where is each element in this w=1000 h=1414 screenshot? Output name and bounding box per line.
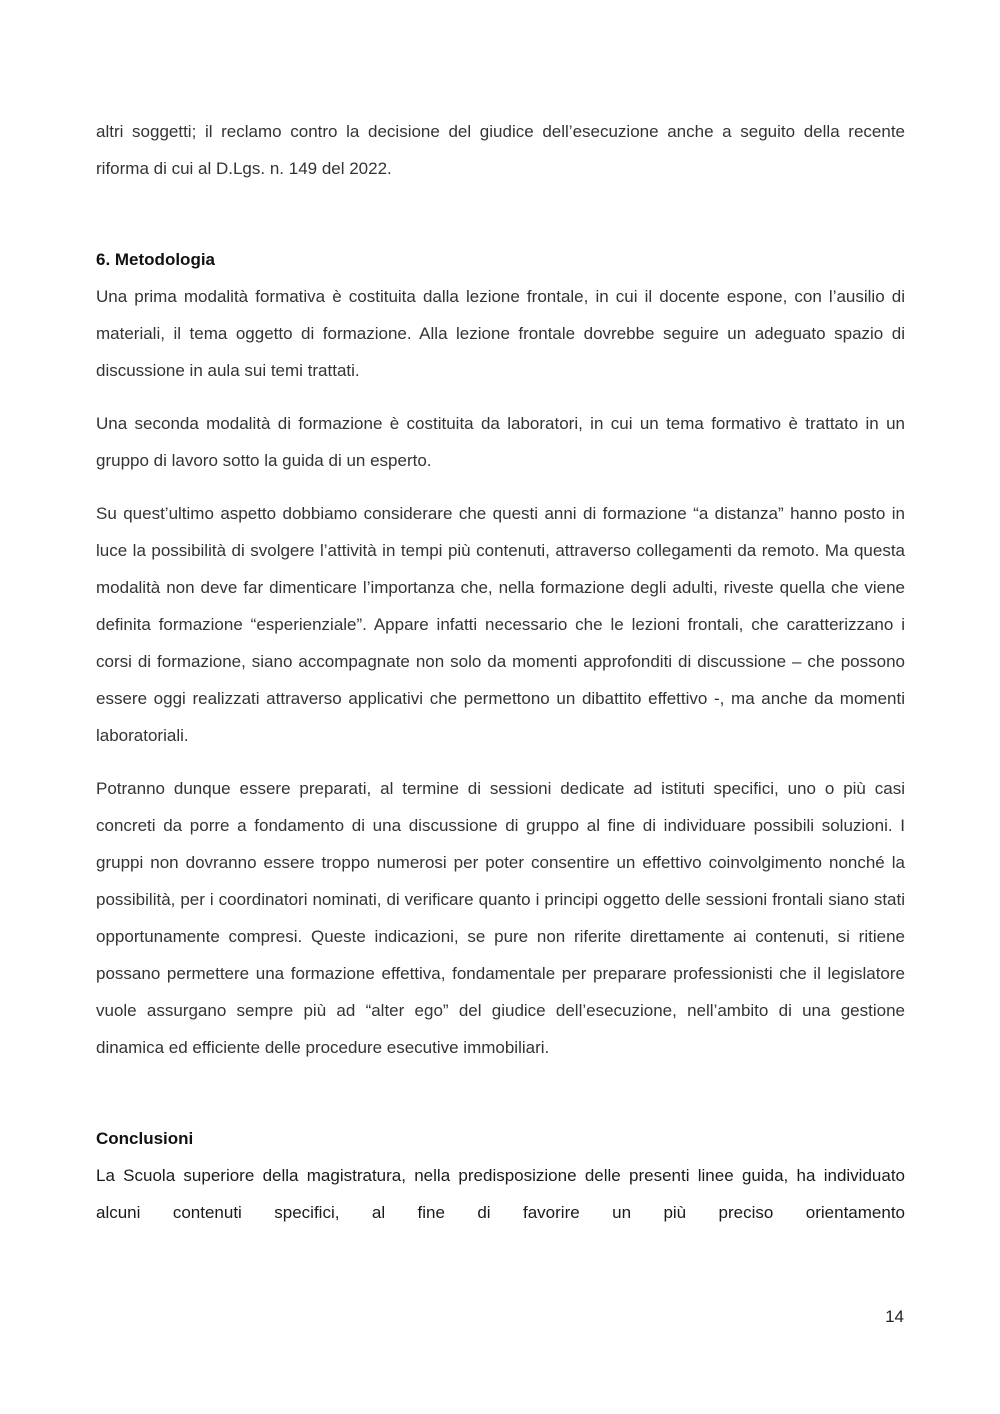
- page-content: [96, 113, 905, 1231]
- metodologia-paragraph-4: Potranno dunque essere preparati, al termine di sessioni dedicate ad istituti specifici, uno o più casi concreti da porre a fondamento di una discussione di gruppo al fine di individuare possibili soluzioni. I gruppi non dovranno essere troppo numerosi per poter consentire un effettivo coinvolgimento nonché la possibilità, per i coordinatori nominati, di verificare quanto i principi oggetto delle sessioni frontali siano stati opportunamente compresi. Queste indicazioni, se pure non riferite direttamente ai contenuti, si ritiene possano permettere una formazione effettiva, fondamentale per preparare professionisti che il legislatore vuole assurgano sempre più ad “alter ego” del giudice dell’esecuzione, nell’ambito di una gestione dinamica ed efficiente delle procedure esecutive immobiliari.: [96, 779, 905, 1057]
- section-heading-conclusioni: Conclusioni: [96, 1129, 194, 1148]
- metodologia-paragraph-1: Una prima modalità formativa è costituita dalla lezione frontale, in cui il docente espone, con l’ausilio di materiali, il tema oggetto di formazione. Alla lezione frontale dovrebbe seguire un adeguato spazio di discussione in aula sui temi trattati.: [96, 287, 905, 380]
- section-heading-metodologia: 6. Metodologia: [96, 250, 215, 269]
- intro-paragraph: altri soggetti; il reclamo contro la decisione del giudice dell’esecuzione anche a seguito della recente riforma di cui al D.Lgs. n. 149 del 2022.: [96, 122, 905, 178]
- conclusioni-paragraph: La Scuola superiore della magistratura, nella predisposizione delle presenti linee guida, ha individuato alcuni contenuti specifici, al fine di favorire un più preciso orientamento: [96, 1166, 905, 1222]
- metodologia-paragraph-2: Una seconda modalità di formazione è costituita da laboratori, in cui un tema formativo è trattato in un gruppo di lavoro sotto la guida di un esperto.: [96, 414, 905, 470]
- metodologia-paragraph-3: Su quest’ultimo aspetto dobbiamo considerare che questi anni di formazione “a distanza” hanno posto in luce la possibilità di svolgere l’attività in tempi più contenuti, attraverso collegamenti da remoto. Ma questa modalità non deve far dimenticare l’importanza che, nella formazione degli adulti, riveste quella che viene definita formazione “esperienziale”. Appare infatti necessario che le lezioni frontali, che caratterizzano i corsi di formazione, siano accompagnate non solo da momenti approfonditi di discussione – che possono essere oggi realizzati attraverso applicativi che permettono un dibattito effettivo -, ma anche da momenti laboratoriali.: [96, 504, 905, 745]
- page-number: 14: [885, 1307, 904, 1326]
